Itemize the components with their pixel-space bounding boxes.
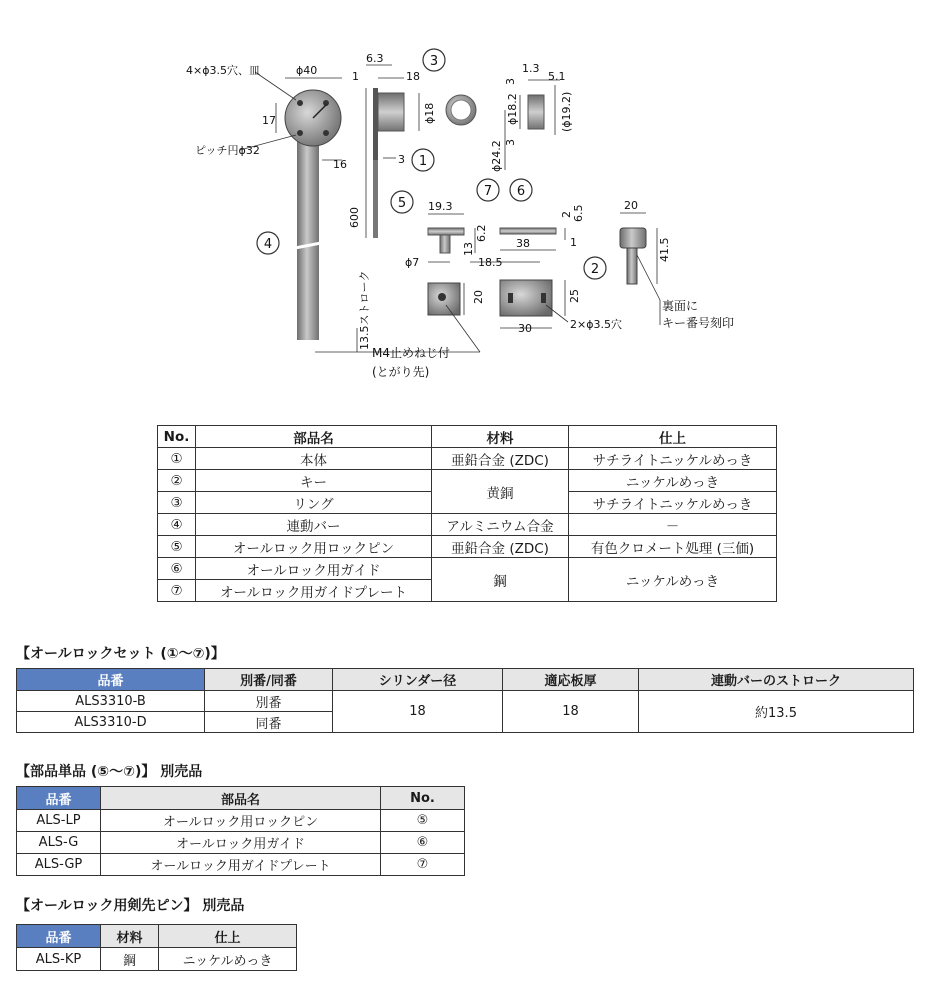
header-cylinder: シリンダー径 — [333, 669, 503, 691]
row-name: オールロック用ガイド — [101, 832, 381, 854]
row-no: ③ — [158, 492, 196, 514]
dim-6-5: 6.5 — [572, 204, 585, 222]
header-part-name: 部品名 — [196, 426, 432, 448]
header-finish: 仕上 — [569, 426, 777, 448]
row-material: 亜鉛合金 (ZDC) — [432, 448, 569, 470]
set-table — [16, 668, 914, 733]
header-no: No. — [158, 426, 196, 448]
table-row — [158, 470, 777, 492]
row-no: ⑤ — [381, 810, 465, 832]
screw-note-line1: M4止めねじ付 — [372, 346, 450, 360]
row-name: キー — [196, 470, 432, 492]
row-finish: ニッケルめっき — [569, 470, 777, 492]
row-no: ⑦ — [381, 854, 465, 876]
row-finish: 有色クロメート処理 (三価) — [569, 536, 777, 558]
row-key-type: 同番 — [205, 712, 333, 733]
callout-6: 6 — [516, 184, 526, 199]
technical-drawing — [0, 0, 943, 400]
row-name: オールロック用ロックピン — [196, 536, 432, 558]
callout-1: 1 — [418, 154, 428, 169]
header-material: 材料 — [101, 925, 159, 948]
dim-phi7: ϕ7 — [405, 256, 420, 269]
single-table-header — [17, 787, 465, 810]
row-no: ⑤ — [158, 536, 196, 558]
callout-4: 4 — [263, 237, 273, 252]
dim-1-3: 1.3 — [522, 62, 540, 75]
row-name: リング — [196, 492, 432, 514]
set-section-title: 【オールロックセット (①〜⑦)】 — [16, 646, 225, 662]
row-no: ⑥ — [158, 558, 196, 580]
dim-19-3: 19.3 — [428, 200, 453, 213]
row-code: ALS-G — [17, 832, 101, 854]
row-code: ALS-GP — [17, 854, 101, 876]
header-thickness: 適応板厚 — [503, 669, 639, 691]
header-code: 品番 — [17, 669, 205, 691]
dim-20b: 20 — [472, 290, 485, 304]
table-row — [17, 810, 465, 832]
row-no: ⑥ — [381, 832, 465, 854]
table-row — [17, 854, 465, 876]
dim-2: 2 — [560, 211, 573, 218]
dim-20: 20 — [624, 199, 638, 212]
dim-pitch: ピッチ円ϕ32 — [195, 144, 260, 157]
row-material: アルミニウム合金 — [432, 514, 569, 536]
dim-25: 25 — [568, 289, 581, 303]
parts-table-header — [158, 426, 777, 448]
row-code: ALS-LP — [17, 810, 101, 832]
row-name: オールロック用ガイドプレート — [101, 854, 381, 876]
parts-table — [157, 425, 777, 602]
table-row — [158, 448, 777, 470]
row-no: ⑦ — [158, 580, 196, 602]
callout-5: 5 — [397, 196, 407, 211]
key-note-line1: 裏面に — [662, 299, 699, 313]
row-code: ALS3310-D — [17, 712, 205, 733]
dim-1: 1 — [352, 70, 359, 83]
dim-18: 18 — [406, 70, 420, 83]
dim-phi40: ϕ40 — [296, 64, 318, 77]
row-key-type: 別番 — [205, 691, 333, 712]
table-row — [158, 536, 777, 558]
dim-holes: 4×ϕ3.5穴、皿 — [186, 64, 260, 77]
header-finish: 仕上 — [159, 925, 297, 948]
dim-3a: 3 — [398, 153, 405, 166]
cylinder-bar-part — [285, 90, 341, 340]
screw-note-line2: (とがり先) — [372, 365, 430, 379]
dim-41-5: 41.5 — [658, 237, 671, 262]
row-finish: ニッケルめっき — [569, 558, 777, 602]
dim-17: 17 — [262, 114, 276, 127]
dim-5-1: 5.1 — [548, 70, 566, 83]
row-no: ① — [158, 448, 196, 470]
row-name: 本体 — [196, 448, 432, 470]
ring-part — [446, 95, 544, 129]
pin-table-header — [17, 925, 297, 948]
dim-30: 30 — [518, 322, 532, 335]
dim-phi24-2: ϕ24.2 — [490, 140, 503, 172]
row-material: 黄銅 — [432, 470, 569, 514]
row-finish: － — [569, 514, 777, 536]
dim-phi18-2: ϕ18.2 — [506, 93, 519, 125]
dim-phi18: ϕ18 — [423, 102, 436, 124]
header-code: 品番 — [17, 925, 101, 948]
row-finish: サチライトニッケルめっき — [569, 448, 777, 470]
dim-6-3: 6.3 — [366, 52, 384, 65]
table-row — [158, 558, 777, 580]
table-row — [158, 514, 777, 536]
callout-7: 7 — [483, 184, 493, 199]
single-section-title: 【部品単品 (⑤〜⑦)】 別売品 — [16, 764, 203, 780]
dim-3b: 3 — [504, 78, 517, 85]
table-row — [17, 948, 297, 971]
row-finish: ニッケルめっき — [159, 948, 297, 971]
row-no: ② — [158, 470, 196, 492]
dim-1b: 1 — [570, 236, 577, 249]
row-code: ALS3310-B — [17, 691, 205, 712]
dim-13: 13 — [462, 242, 475, 256]
header-material: 材料 — [432, 426, 569, 448]
single-part-table — [16, 786, 465, 876]
dim-38: 38 — [516, 237, 530, 250]
dim-600: 600 — [348, 207, 361, 228]
thickness-value: 18 — [503, 691, 639, 733]
lock-pin-part — [428, 228, 464, 315]
dim-18-5: 18.5 — [478, 256, 503, 269]
dim-phi19-2: (ϕ19.2) — [560, 91, 573, 132]
table-row — [17, 832, 465, 854]
row-code: ALS-KP — [17, 948, 101, 971]
key-note-line2: キー番号刻印 — [662, 316, 735, 330]
stroke-value: 約13.5 — [639, 691, 914, 733]
header-stroke: 連動バーのストローク — [639, 669, 914, 691]
header-part-name: 部品名 — [101, 787, 381, 810]
dim-16: 16 — [333, 158, 347, 171]
table-row — [17, 691, 914, 712]
row-no: ④ — [158, 514, 196, 536]
row-name: 連動バー — [196, 514, 432, 536]
callout-3: 3 — [429, 54, 439, 69]
header-code: 品番 — [17, 787, 101, 810]
row-material: 亜鉛合金 (ZDC) — [432, 536, 569, 558]
row-finish: サチライトニッケルめっき — [569, 492, 777, 514]
callout-2: 2 — [590, 262, 600, 277]
pin-table — [16, 924, 297, 971]
row-material: 鋼 — [432, 558, 569, 602]
cylinder-value: 18 — [333, 691, 503, 733]
dim-3c: 3 — [504, 139, 517, 146]
row-material: 鋼 — [101, 948, 159, 971]
row-name: オールロック用ガイドプレート — [196, 580, 432, 602]
row-name: オールロック用ロックピン — [101, 810, 381, 832]
dim-stroke: 13.5ストローク — [358, 270, 371, 350]
key-part — [620, 228, 646, 284]
dim-holes2: 2×ϕ3.5穴 — [570, 318, 622, 331]
header-key-type: 別番/同番 — [205, 669, 333, 691]
pin-section-title: 【オールロック用剣先ピン】 別売品 — [16, 898, 245, 914]
set-table-header — [17, 669, 914, 691]
dim-6-2: 6.2 — [475, 224, 488, 242]
row-name: オールロック用ガイド — [196, 558, 432, 580]
header-no: No. — [381, 787, 465, 810]
